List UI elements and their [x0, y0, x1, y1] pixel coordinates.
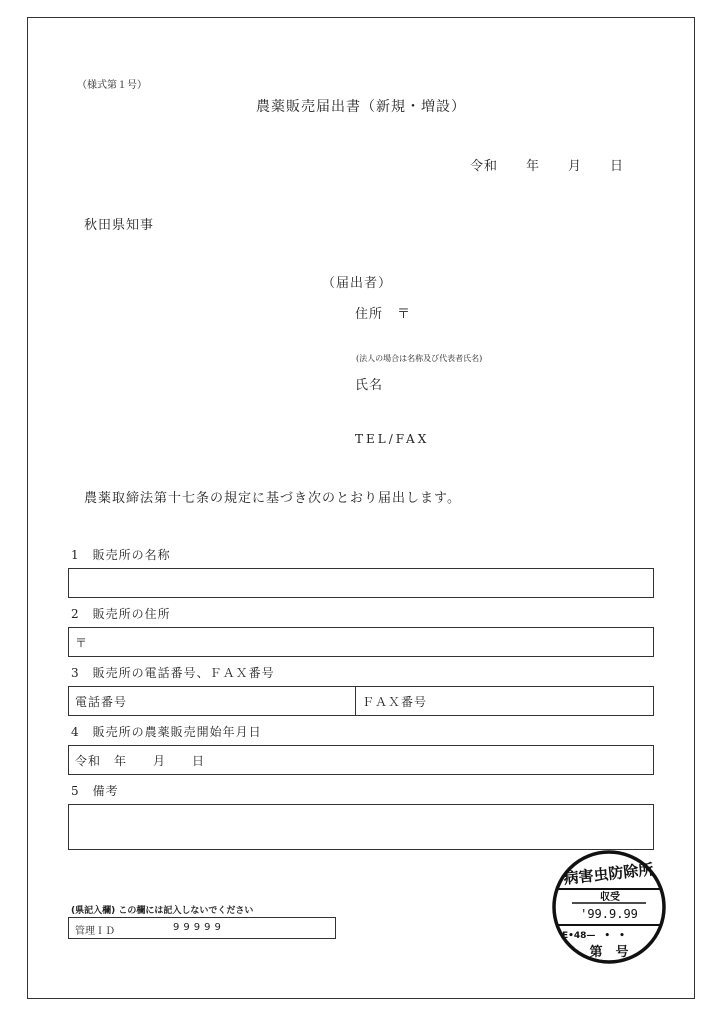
stamp-number: 第 号 [589, 945, 629, 960]
applicant-heading: （届出者） [322, 276, 393, 291]
stamp-code: E•48— • • [562, 931, 625, 941]
section4-label: 4 販売所の農薬販売開始年月日 [71, 725, 262, 739]
section3-label: 3 販売所の電話番号、ＦＡＸ番号 [71, 666, 275, 680]
corporate-note: (法人の場合は名称及び代表者氏名) [356, 354, 483, 363]
section2-label: 2 販売所の住所 [71, 607, 171, 621]
stamp-date: '99.9.99 [580, 907, 638, 921]
addressee: 秋田県知事 [84, 218, 155, 233]
form-title: 農薬販売届出書（新規・増設） [256, 99, 466, 115]
sales-office-name-value [69, 569, 653, 597]
form-number: （様式第１号） [77, 80, 147, 91]
fax-number-field[interactable]: ＦＡＸ番号 [362, 695, 428, 709]
remarks-value [69, 805, 653, 849]
address-label[interactable]: 住所 〒 [355, 307, 412, 322]
admin-note: (県記入欄) この欄には記入しないでください [71, 906, 254, 916]
admin-id-box [68, 917, 336, 939]
start-date-value: 令和 年 月 日 [75, 754, 206, 768]
section1-label: 1 販売所の名称 [71, 548, 171, 562]
submission-date[interactable]: 令和 年 月 日 [470, 159, 625, 174]
sales-office-address-field[interactable] [68, 627, 654, 657]
admin-id-value: 99999 [173, 922, 225, 933]
phone-number-field[interactable]: 電話番号 [69, 687, 356, 715]
phone-fax-row [68, 686, 654, 716]
stamp-received: 収受 [600, 892, 620, 903]
stamp-graphic [550, 848, 668, 966]
remarks-field[interactable] [68, 804, 654, 850]
telfax-label[interactable]: TEL/FAX [355, 432, 430, 446]
start-date-field[interactable] [68, 745, 654, 775]
sales-office-address-value: 〒 [75, 636, 89, 650]
sales-office-name-field[interactable] [68, 568, 654, 598]
admin-id-label: 管理ＩＤ [75, 926, 115, 937]
statement: 農薬取締法第十七条の規定に基づき次のとおり届出します。 [84, 491, 461, 506]
reception-stamp [550, 848, 668, 966]
section5-label: 5 備考 [71, 784, 119, 798]
stamp-org: 病害虫防除所 [562, 860, 655, 888]
name-label[interactable]: 氏名 [355, 378, 384, 393]
